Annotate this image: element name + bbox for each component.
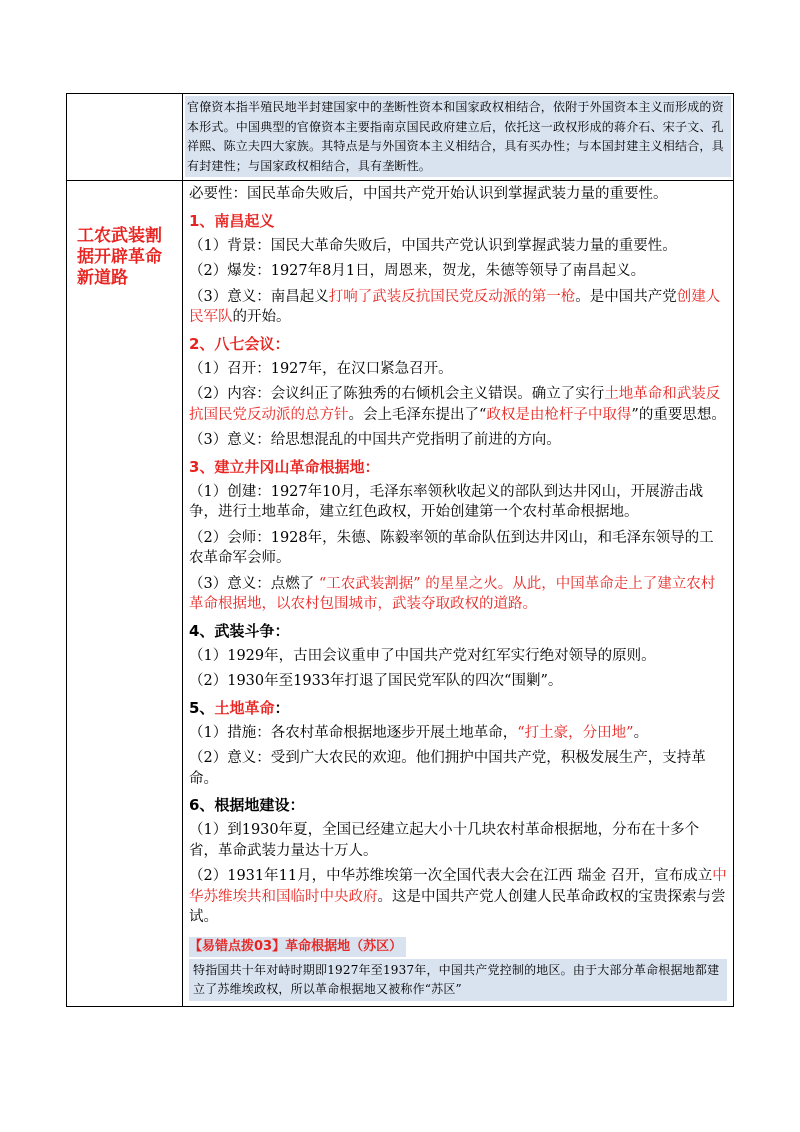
highlight-text: 打响了武装反抗国民党反动派的第一枪 [328, 288, 576, 305]
heading-land-revolution [189, 695, 727, 721]
heading-armed-struggle: 4、武装斗争： [189, 621, 290, 640]
error-tip-body: 特指国共十年对峙时期即1927年至1937年，中国共产党控制的地区。由于大部分革命根据地都建立了苏维埃政权，所以革命根据地又被称作“苏区” [189, 959, 727, 1001]
armed-struggle-2: （2）1930年至1933年打退了国民党军队的四次“围剿”。 [189, 673, 563, 689]
bureaucratic-capital-text: 官僚资本指半殖民地半封建国家中的垄断性资本和国家政权相结合，依附于外国资本主义而形成的资本形式。中国典型的官僚资本主要指南京国民政府建立后，依托这一政权形成的蒋介石、宋子文、孔祥熙、陈立夫四大家族。其特点是与外国资本主义相结合，具有买办性；与本国封建主义相结合，具有封建性；与国家政权相结合，具有垄断性。 [185, 96, 731, 177]
land-revolution-significance: （2）意义：受到广大农民的欢迎。他们拥护中国共产党，积极发展生产，支持革命。 [189, 750, 706, 787]
land-revolution-measures [189, 721, 727, 747]
section-content-cell [183, 181, 734, 1007]
jinggangshan-creation: （1）创建：1927年10月，毛泽东率领秋收起义的部队到达井冈山，开展游击战争，进行土地革命，建立红色政权，开始创建第一个农村革命根据地。 [189, 483, 704, 520]
highlight-text: 政权是由枪杆子中取得 [486, 406, 632, 423]
text-span: （3）意义：南昌起义 [189, 288, 329, 305]
intro-paragraph: 必要性：国民革命失败后，中国共产党开始认识到掌握武装力量的重要性。 [189, 186, 668, 202]
base-construction-2 [189, 864, 727, 931]
highlight-text: 中华苏维埃共和国临时中央政府 [189, 868, 727, 905]
text-span: 的开始。 [232, 309, 291, 325]
heading-jinggangshan-base: 3、建立井冈山革命根据地： [189, 457, 380, 476]
highlight-text: 土地革命 [214, 698, 275, 717]
base-construction-1: （1）到1930年夏，全国已经建立起大小十几块农村革命根据地，分布在十多个省，革命武装力量达十万人。 [189, 822, 700, 859]
section-title-cell [67, 181, 183, 1007]
meeting-content [189, 382, 727, 428]
error-tip-box [183, 935, 733, 1001]
text-span: 。 [633, 724, 649, 741]
heading-base-construction: 6、根据地建设： [189, 796, 305, 814]
jinggangshan-rendezvous: （2）会师：1928年，朱德、陈毅率领的革命队伍到达井冈山，和毛泽东领导的工农革命军会师。 [189, 529, 714, 566]
text-span: ”的重要思想。 [631, 406, 726, 423]
table-row [67, 181, 734, 1007]
meeting-significance: （3）意义：给思想混乱的中国共产党指明了前进的方向。 [189, 432, 561, 448]
error-tip-heading: 【易错点拨03】革命根据地（苏区） [189, 937, 406, 957]
armed-struggle-1: （1）1929年，古田会议重申了中国共产党对红军实行绝对领导的原则。 [189, 647, 656, 664]
highlight-text: 土地革命和武装反抗国民党反动派的总方针 [189, 386, 721, 423]
text-span: 。这是中国共产党人创建人民革命政权的宝贵探索与尝试。 [189, 888, 726, 925]
content-table [66, 93, 734, 1007]
text-span: （3）意义：点燃了 [189, 575, 319, 592]
left-cell-empty [67, 94, 183, 181]
text-span: （2）1931年11月，中华苏维埃第一次全国代表大会在江西 瑞金 召开，宣布成立 [189, 868, 713, 884]
highlight-text: 创建人民军队 [189, 288, 721, 325]
text-span: 5、 [189, 698, 215, 717]
meeting-convened: （1）召开：1927年，在汉口紧急召开。 [189, 360, 453, 377]
text-span: 。是中国共产党 [575, 288, 677, 305]
nanchang-outbreak: （2）爆发：1927年8月1日，周恩来，贺龙，朱德等领导了南昌起义。 [189, 263, 646, 279]
section-title: 工农武装割据开辟革命新道路 [77, 226, 162, 288]
jinggangshan-significance [189, 572, 727, 618]
text-span: （2）内容：会议纠正了陈独秀的右倾机会主义错误。确立了实行 [189, 386, 605, 402]
text-span: ： [274, 698, 290, 717]
highlight-text: “工农武装割据” 的星星之火。从此，中国革命走上了建立农村革命根据地，以农村包围城市，武装夺取政权的道路。 [189, 575, 716, 612]
heading-nanchang-uprising: 1、南昌起义 [189, 211, 275, 230]
text-span: （1）措施：各农村革命根据地逐步开展土地革命， [189, 724, 518, 741]
bureaucratic-capital-cell [183, 94, 734, 181]
heading-august-7-meeting: 2、八七会议： [189, 334, 290, 353]
text-span: 。会上毛泽东提出了“ [348, 406, 487, 423]
table-row [67, 94, 734, 181]
nanchang-background: （1）背景：国民大革命失败后，中国共产党认识到掌握武装力量的重要性。 [189, 237, 677, 254]
highlight-text: “打土豪，分田地” [517, 724, 634, 741]
nanchang-significance [189, 285, 727, 331]
